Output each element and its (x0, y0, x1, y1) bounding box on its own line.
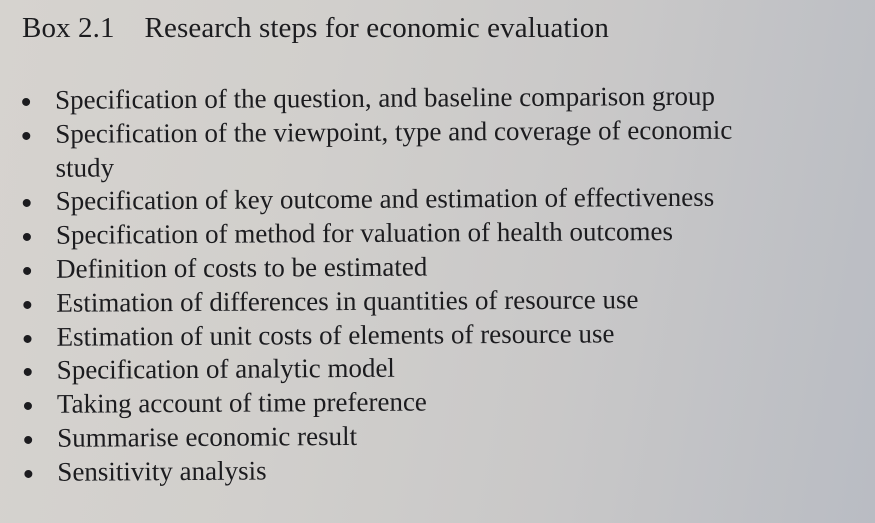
list-item (19, 181, 733, 219)
bullet-icon (24, 436, 32, 444)
step-text: Specification of analytic model (56, 353, 395, 386)
step-text: Summarise economic result (57, 420, 358, 453)
step-text: Specification of the viewpoint, type and coverage of economic (55, 114, 733, 149)
bullet-icon (23, 233, 31, 241)
bullet-icon (23, 199, 31, 207)
step-text: Estimation of differences in quantities of resource use (56, 283, 639, 318)
step-text-continuation: study (55, 152, 115, 183)
bullet-icon (24, 368, 32, 376)
bullet-icon (22, 98, 30, 106)
step-text: Specification of key outcome and estimation of effectiveness (55, 182, 715, 217)
list-item (18, 80, 732, 118)
list-item (19, 316, 733, 354)
list-item (20, 350, 734, 388)
step-text: Estimation of unit costs of elements of resource use (56, 317, 615, 352)
step-text: Taking account of time preference (56, 386, 427, 419)
list-item (19, 282, 733, 320)
step-text: Sensitivity analysis (57, 455, 267, 487)
list-item (19, 249, 733, 287)
bullet-icon (23, 301, 31, 309)
list-item (20, 451, 734, 489)
bullet-icon (24, 402, 32, 410)
box-label: Box 2.1 (22, 12, 115, 44)
bullet-icon (22, 132, 30, 140)
step-text: Specification of the question, and baseline comparison group (55, 80, 716, 115)
list-item (20, 418, 734, 456)
list-item (18, 113, 732, 185)
step-text: Definition of costs to be estimated (56, 251, 428, 284)
step-text: Specification of method for valuation of health outcomes (55, 216, 674, 250)
bullet-icon (24, 335, 32, 343)
box-title: Research steps for economic evaluation (144, 12, 609, 44)
bullet-icon (23, 267, 31, 275)
list-item (19, 215, 733, 253)
bullet-icon (24, 470, 32, 478)
box-heading (22, 12, 609, 45)
research-steps-list (18, 80, 734, 490)
list-item (20, 384, 734, 422)
